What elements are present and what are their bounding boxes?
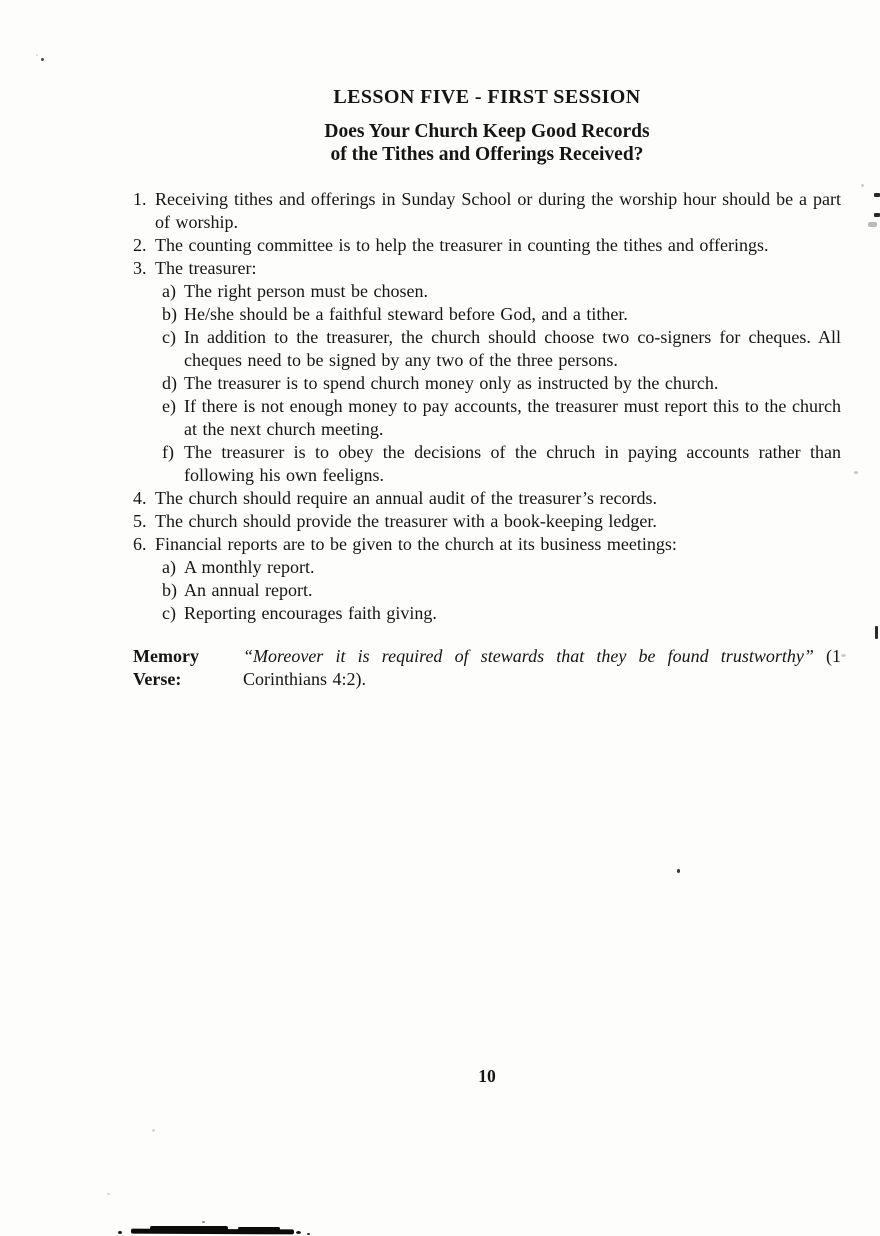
page-content xyxy=(133,0,841,691)
outline-item-6c xyxy=(162,602,841,625)
subitem-letter: b) xyxy=(162,304,177,324)
outline-item-3e xyxy=(162,395,841,441)
subitem-text: A monthly report. xyxy=(184,557,315,577)
outline-item-2 xyxy=(133,234,841,257)
outline-item-6b xyxy=(162,579,841,602)
scan-speck xyxy=(107,1193,110,1195)
subitem-text: An annual report. xyxy=(184,580,313,600)
item-text: The church should provide the treasurer with a book-keeping ledger. xyxy=(155,511,657,531)
scan-edge-mark xyxy=(868,222,877,227)
outline-item-3 xyxy=(133,257,841,487)
outline-item-3b xyxy=(162,303,841,326)
subitem-text: He/she should be a faithful steward before God, and a tither. xyxy=(184,304,628,324)
subitem-letter: c) xyxy=(162,327,176,347)
session-title: LESSON FIVE - FIRST SESSION xyxy=(333,86,641,108)
item-text: The treasurer: xyxy=(155,258,257,278)
scan-speck xyxy=(861,184,864,187)
memory-verse-text xyxy=(243,645,841,691)
subitem-letter: b) xyxy=(162,580,177,600)
outline-item-4 xyxy=(133,487,841,510)
scan-speck xyxy=(36,54,38,56)
item-number: 2. xyxy=(133,235,147,255)
lesson-title-line2: of the Tithes and Offerings Received? xyxy=(330,144,644,165)
memory-verse-label: Memory Verse: xyxy=(133,646,199,689)
scan-speck xyxy=(854,471,858,474)
scan-speck xyxy=(841,654,846,657)
scan-speck xyxy=(152,1129,155,1132)
lesson-title-line1: Does Your Church Keep Good Records xyxy=(324,121,650,142)
item-number: 6. xyxy=(133,534,147,554)
scan-edge-mark xyxy=(874,213,880,217)
ink-smudge xyxy=(118,1231,122,1234)
memory-verse-reference: (1 Corinthians 4:2). xyxy=(243,646,841,689)
subitem-text: The treasurer is to obey the decisions of the chruch in paying accounts rather than following his own feeligns. xyxy=(184,442,841,485)
outline-item-3f xyxy=(162,441,841,487)
ink-smudge xyxy=(202,1221,205,1223)
ink-smudge xyxy=(296,1231,301,1234)
scan-edge-mark xyxy=(875,626,878,639)
item-number: 3. xyxy=(133,258,147,278)
memory-verse xyxy=(133,645,841,691)
subitem-letter: f) xyxy=(162,442,174,462)
item-text: Financial reports are to be given to the church at its business meetings: xyxy=(155,534,677,554)
item-text: Receiving tithes and offerings in Sunday School or during the worship hour should be a part of worship. xyxy=(155,189,841,232)
subitem-text: In addition to the treasurer, the church should choose two co-signers for cheques. All cheques need to be signed by any two of the three persons. xyxy=(184,327,841,370)
sublist-item-3 xyxy=(162,280,841,487)
subitem-letter: e) xyxy=(162,396,176,416)
outline-item-3a xyxy=(162,280,841,303)
subitem-letter: a) xyxy=(162,281,176,301)
item-text: The church should require an annual audit of the treasurer’s records. xyxy=(155,488,657,508)
ink-smudge xyxy=(150,1226,228,1230)
outline-item-1 xyxy=(133,188,841,234)
scan-speck xyxy=(677,869,680,873)
outline-list xyxy=(133,188,841,625)
item-text: The counting committee is to help the treasurer in counting the tithes and offerings. xyxy=(155,235,769,255)
subitem-text: If there is not enough money to pay accounts, the treasurer must report this to the church at the next church meeting. xyxy=(184,396,841,439)
memory-verse-quote: “Moreover it is required of stewards that they be found trustworthy” xyxy=(243,646,814,666)
sublist-item-6 xyxy=(162,556,841,625)
subitem-text: The treasurer is to spend church money only as instructed by the church. xyxy=(184,373,719,393)
item-number: 1. xyxy=(133,189,147,209)
outline-item-6 xyxy=(133,533,841,625)
item-body xyxy=(155,257,841,487)
ink-smudge xyxy=(238,1227,280,1230)
subitem-text: The right person must be chosen. xyxy=(184,281,428,301)
ink-smudge xyxy=(307,1233,310,1235)
scan-edge-mark xyxy=(874,193,880,197)
item-number: 5. xyxy=(133,511,147,531)
item-body xyxy=(155,533,841,625)
subitem-letter: d) xyxy=(162,373,177,393)
outline-item-5 xyxy=(133,510,841,533)
item-number: 4. xyxy=(133,488,147,508)
outline-item-6a xyxy=(162,556,841,579)
lesson-title xyxy=(133,120,841,166)
page-number: 10 xyxy=(478,1066,496,1086)
scan-speck xyxy=(41,58,44,61)
subitem-text: Reporting encourages faith giving. xyxy=(184,603,437,623)
outline-item-3d xyxy=(162,372,841,395)
outline-item-3c xyxy=(162,326,841,372)
subitem-letter: a) xyxy=(162,557,176,577)
subitem-letter: c) xyxy=(162,603,176,623)
